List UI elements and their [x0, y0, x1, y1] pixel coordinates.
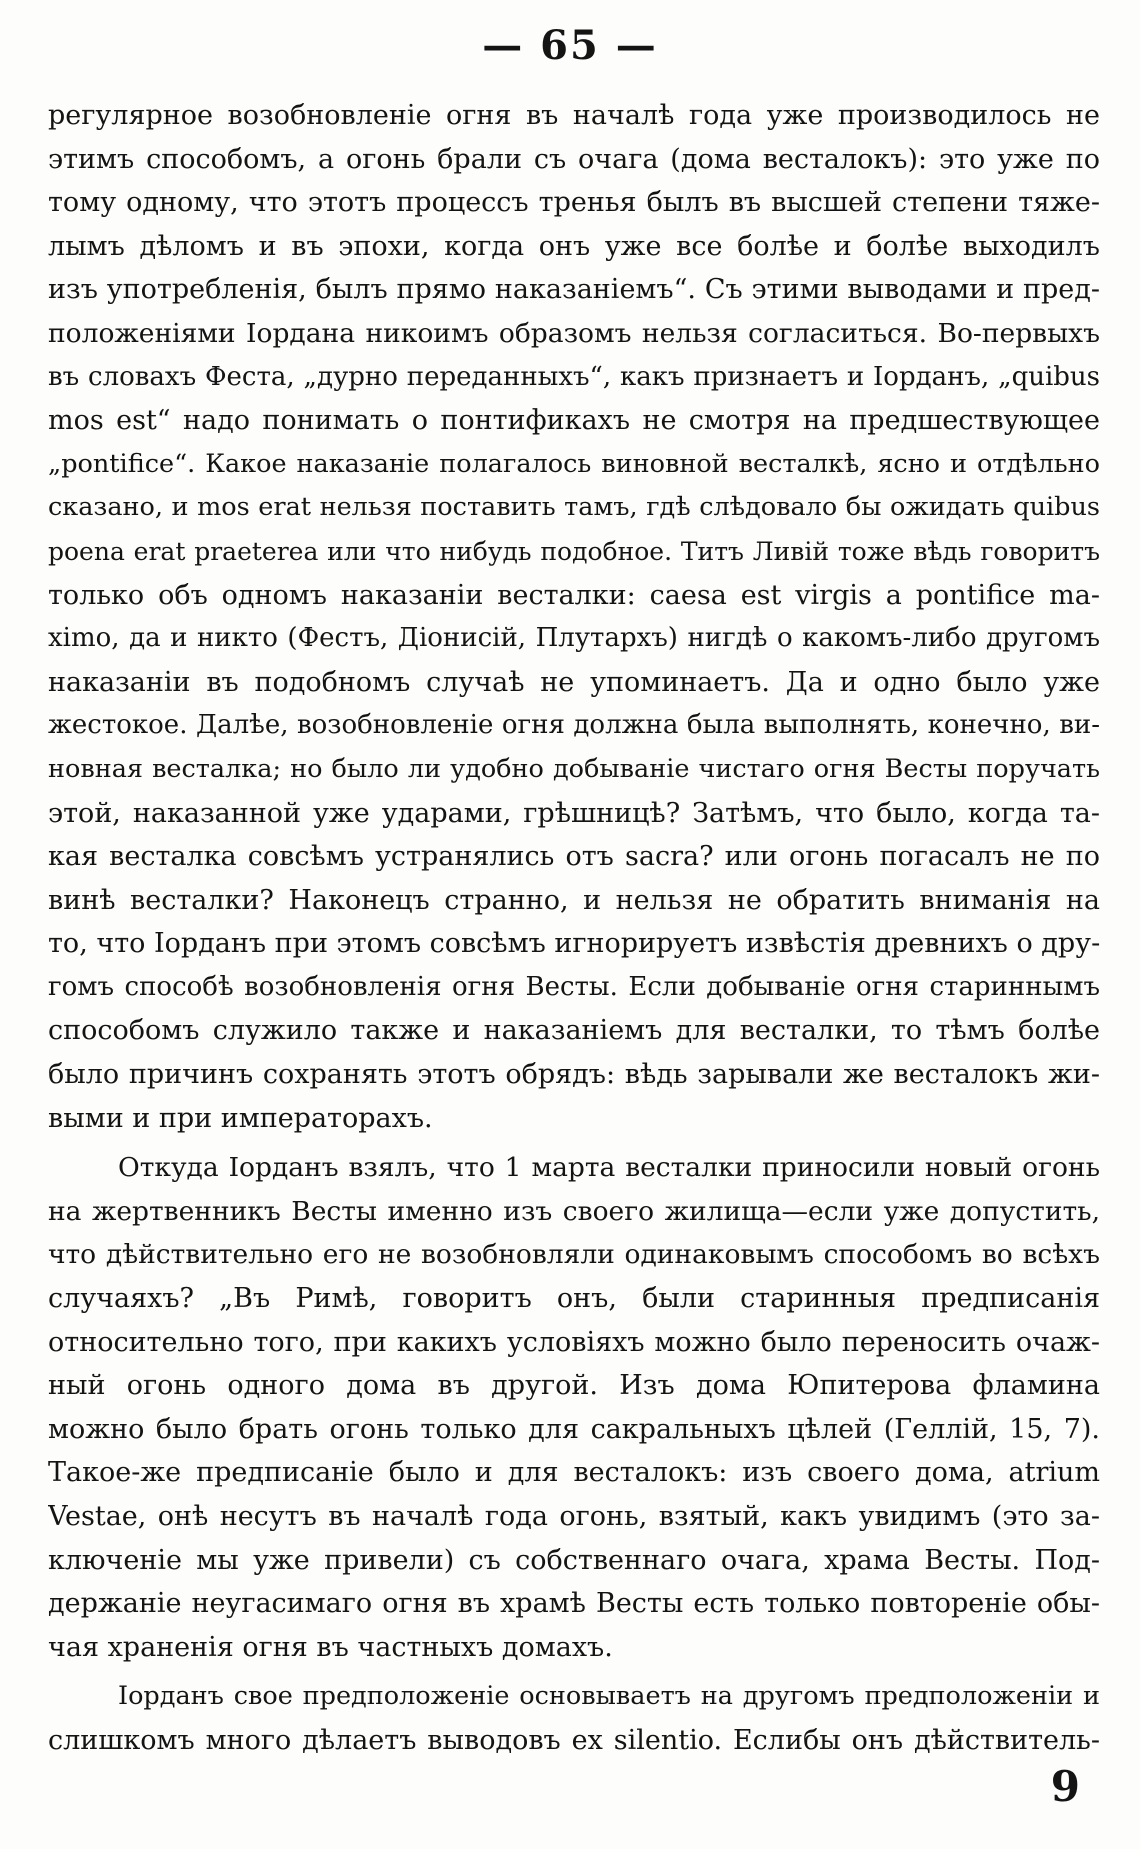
text-line: слишкомъ много дѣлаетъ выводовъ ex silentio. Еслибы онъ дѣйствитель-	[48, 1724, 1100, 1756]
text-line: лымъ дѣломъ и въ эпохи, когда онъ уже все болѣе и болѣе выходилъ	[48, 230, 1100, 262]
text-line: гомъ способѣ возобновленія огня Весты. Если добываніе огня стариннымъ	[48, 971, 1100, 1002]
text-line: на жертвенникъ Весты именно изъ своего жилища—если уже допустить,	[48, 1195, 1100, 1227]
text-line: жестокое. Далѣе, возобновленіе огня должна была выполнять, конечно, ви-	[48, 710, 1100, 741]
signature-mark: 9	[1050, 1762, 1080, 1811]
text-line: то, что Іорданъ при этомъ совсѣмъ игнорируетъ извѣстія древнихъ о дру-	[48, 928, 1100, 960]
text-line: въ словахъ Феста, „дурно переданныхъ“, какъ признаетъ и Іорданъ, „quibus	[48, 361, 1100, 392]
text-line: ный огонь одного дома въ другой. Изъ дома Юпитерова фламина	[48, 1370, 1100, 1402]
text-line: чая храненія огня въ частныхъ домахъ.	[48, 1631, 613, 1663]
text-line: „pontifice“. Какое наказаніе полагалось виновной весталкѣ, ясно и отдѣльно	[48, 448, 1100, 479]
text-line: сказано, и mos erat нельзя поставить тамъ, гдѣ слѣдовало бы ожидать quibus	[48, 492, 1100, 523]
text-line: этимъ способомъ, а огонь брали съ очага (дома весталокъ): это уже по	[48, 143, 1100, 175]
text-line: Откуда Іорданъ взялъ, что 1 марта весталки приносили новый огонь	[118, 1152, 1100, 1184]
text-line: наказаніи въ подобномъ случаѣ не упоминаетъ. Да и одно было уже	[48, 666, 1100, 698]
text-line: выми и при императорахъ.	[48, 1102, 433, 1134]
paragraph-1	[48, 94, 1100, 1140]
text-line: изъ употребленія, былъ прямо наказаніемъ“. Съ этими выводами и пред-	[48, 274, 1100, 306]
text-line: регулярное возобновленіе огня въ началѣ года уже производилось не	[48, 100, 1100, 131]
paragraph-3	[48, 1675, 1100, 1762]
body-text	[48, 94, 1100, 1763]
text-line: тому одному, что этотъ процессъ тренья былъ въ высшей степени тяже-	[48, 187, 1100, 219]
text-line: было причинъ сохранять этотъ обрядъ: вѣдь зарывали же весталокъ жи-	[48, 1059, 1100, 1091]
text-line: что дѣйствительно его не возобновляли одинаковымъ способомъ во всѣхъ	[48, 1239, 1100, 1271]
text-line: Іорданъ свое предположеніе основываетъ на другомъ предположеніи и	[118, 1681, 1100, 1712]
text-line: poena erat praeterea или что нибудь подобное. Титъ Ливій тоже вѣдь говоритъ	[48, 536, 1100, 566]
text-line: способомъ служило также и наказаніемъ для весталки, то тѣмъ болѣе	[48, 1015, 1100, 1047]
text-line: только объ одномъ наказаніи весталки: caesa est virgis a pontifice ma-	[48, 579, 1100, 611]
text-line: ximo, да и никто (Фестъ, Діонисій, Плутархъ) нигдѣ о какомъ-либо другомъ	[48, 623, 1100, 654]
text-line: кая весталка совсѣмъ устранялись отъ sacra? или огонь погасалъ не по	[48, 841, 1100, 873]
text-line: новная весталка; но было ли удобно добываніе чистаго огня Весты поручать	[48, 753, 1100, 784]
text-line: этой, наказанной уже ударами, грѣшницѣ? Затѣмъ, что было, когда та-	[48, 797, 1100, 829]
text-line: ключеніе мы уже привели) съ собственнаго очага, храма Весты. Под-	[48, 1544, 1100, 1576]
text-line: Такое-же предписаніе было и для весталокъ: изъ своего дома, atrium	[48, 1457, 1100, 1489]
text-line: mos est“ надо понимать о понтификахъ не смотря на предшествующее	[48, 405, 1100, 437]
text-line: можно было брать огонь только для сакральныхъ цѣлей (Геллій, 15, 7).	[48, 1413, 1100, 1445]
text-line: относительно того, при какихъ условіяхъ можно было переносить очаж-	[48, 1326, 1100, 1358]
text-line: положеніями Іордана никоимъ образомъ нельзя согласиться. Во-первыхъ	[48, 317, 1100, 349]
text-line: Vestae, онѣ несутъ въ началѣ года огонь, взятый, какъ увидимъ (это за-	[48, 1501, 1100, 1532]
text-line: винѣ весталки? Наконецъ странно, и нельзя не обратить вниманія на	[48, 884, 1100, 916]
text-line: держаніе неугасимаго огня въ храмѣ Весты есть только повтореніе обы-	[48, 1588, 1100, 1620]
paragraph-2	[48, 1146, 1100, 1669]
page-number: — 65 —	[482, 22, 658, 69]
text-line: случаяхъ? „Въ Римѣ, говоритъ онъ, были старинныя предписанія	[48, 1283, 1100, 1315]
